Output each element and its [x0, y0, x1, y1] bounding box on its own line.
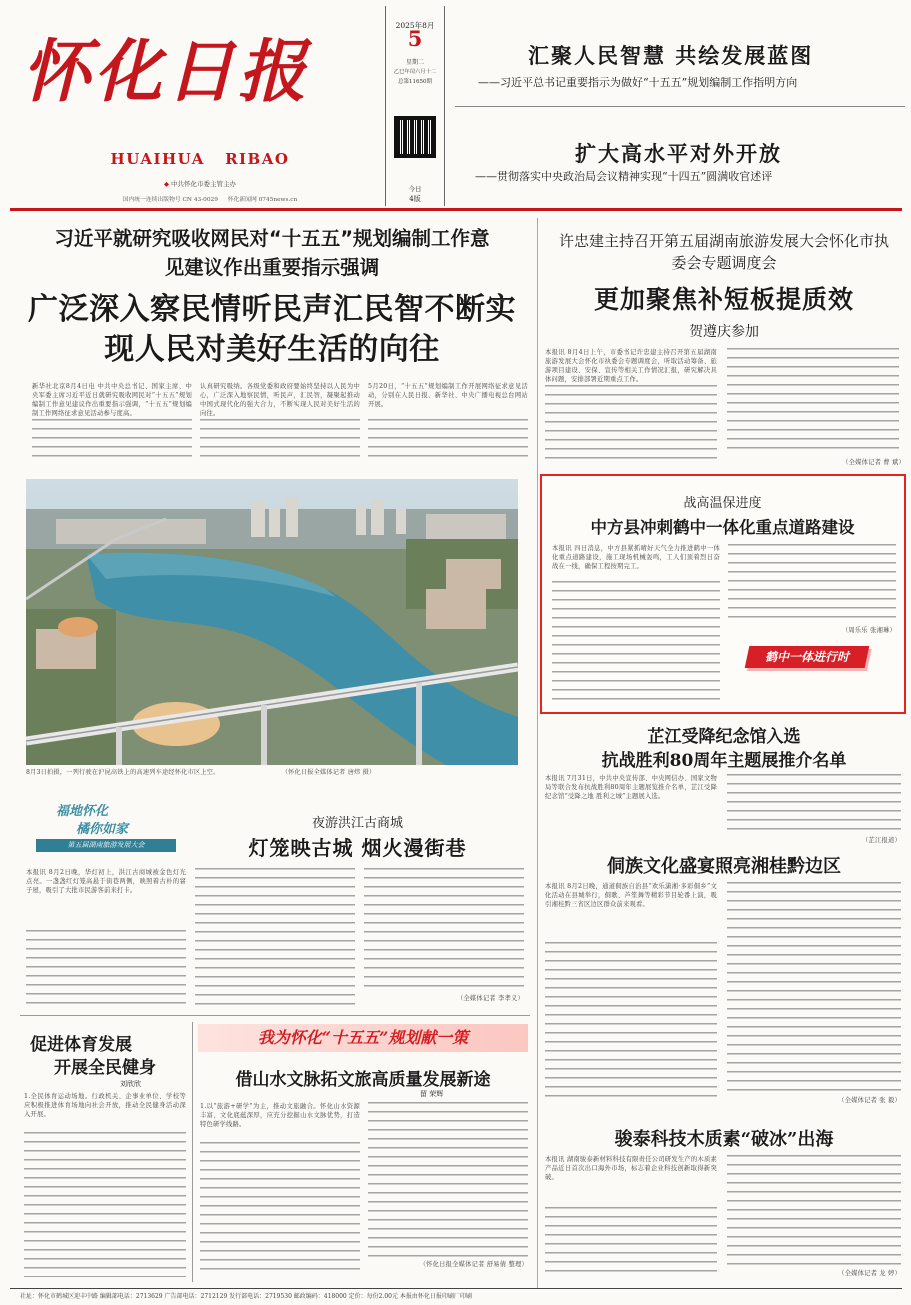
lantern-body: 本报讯 8月2日晚，华灯初上，洪江古商城被金色灯光点亮。一盏盏红灯笼高悬于街巷两侧，映照着古朴的窨子屋，吸引了大批市民游客前来打卡。	[26, 869, 186, 895]
column-divider	[537, 218, 538, 1288]
lead-kicker: 习近平就研究吸收网民对“十五五”规划编制工作意见建议作出重要指示强调	[54, 227, 490, 279]
road-badge: 鹤中一体进行时	[745, 646, 870, 668]
lantern-lines-1	[26, 930, 186, 1008]
tech-body: 本报讯 湖南骏泰新材料科技有限责任公司研发生产的木质素产品近日首次出口海外市场，标志着企业科技创新取得新突破。	[545, 1156, 717, 1182]
lead-story	[12, 214, 532, 470]
tourism-credit: （全媒体记者 曹 斌）	[842, 459, 905, 466]
top-headline-2[interactable]: 扩大高水平对外开放	[575, 141, 782, 166]
road-kicker: 战高温保进度	[683, 496, 762, 511]
lead-col3-lines	[368, 419, 528, 464]
road-lines-col1	[552, 581, 720, 701]
tech-lines-1	[545, 1207, 717, 1279]
masthead-cn-number: 国内统一连续出版物号 CN 43-0029 怀化新闻网 0745news.cn	[122, 197, 298, 203]
tourism-headline[interactable]: 更加聚焦补短板提质效	[593, 285, 854, 314]
museum-credit: （芷江报道）	[862, 837, 901, 844]
campaign-lines-2	[368, 1102, 528, 1257]
museum-lines	[727, 774, 901, 834]
date-lunar: 乙巳年闰六月十二	[393, 69, 437, 75]
campaign-credit: （怀化日报全媒体记者 舒易倩 整理）	[419, 1261, 528, 1268]
dong-body: 本报讯 8月2日晚，通道侗族自治县“欢乐潇湘·多彩侗乡”文化活动在县城举行，侗歌、芦笙舞等精彩节目轮番上演，吸引湘桂黔三省区边区群众前来观看。	[545, 883, 717, 909]
top-divider	[455, 106, 905, 107]
dong-headline[interactable]: 侗族文化盛宴照亮湘桂黔边区	[607, 856, 841, 877]
lantern-headline[interactable]: 灯笼映古城 烟火漫街巷	[248, 836, 467, 860]
top-subtitle-2: ——贯彻落实中央政治局会议精神实现“十四五”圆满收官述评	[475, 170, 773, 183]
lead-col3: 5月20日，“十五五”规划编制工作开展网络征求意见活动，分别在人民日报、新华社、中央广播电视总台网站开展。	[368, 383, 528, 409]
fitness-body: 1.全民体育运动场地。行政机关、企事业单位、学校等应积极推进体育场地向社会开放，推动全民健身活动深入开展。	[24, 1093, 186, 1119]
masthead-logo: 怀化日报	[22, 32, 311, 112]
lead-col1: 新华社北京8月4日电 中共中央总书记、国家主席、中央军委主席习近平近日就研究吸收网民对“十五五”规划编制工作意见建议作出重要指示强调，“十五五”规划编制工作网络征求意见活动参与度高。	[32, 383, 192, 418]
main-photo	[26, 479, 518, 765]
lead-headline[interactable]: 广泛深入察民情听民声汇民智不断实现人民对美好生活的向往	[28, 292, 516, 367]
lantern-lines-3	[364, 868, 524, 988]
dong-lines-1	[545, 942, 717, 1104]
top-headline-1[interactable]: 汇聚人民智慧 共绘发展蓝图	[528, 43, 814, 68]
qr-code	[394, 116, 436, 158]
footer: 社址：怀化市鹤城区迎丰中路 编辑部电话：2713629 广告部电话：2712129 发行部电话：2719530 邮政编码：418000 定价：每份2.00元 本报由怀化日报印刷厂印刷	[20, 1293, 472, 1300]
fitness-headline-2[interactable]: 开展全民健身	[54, 1058, 156, 1078]
mid-divider	[20, 1015, 530, 1016]
tech-story	[545, 1125, 903, 1285]
date-year-month: 2025年8月	[395, 21, 435, 30]
river-city-photo	[26, 479, 518, 765]
tech-credit: （全媒体记者 龙 婷）	[838, 1270, 901, 1277]
today-label: 今日	[408, 185, 422, 193]
tourism-banner	[36, 800, 176, 862]
banner-line2: 橘你如家	[76, 822, 129, 837]
tourism-story	[545, 230, 903, 470]
dong-story	[545, 852, 903, 1112]
fitness-headline-1[interactable]: 促进体育发展	[30, 1035, 132, 1055]
today-pages: 4版	[409, 195, 421, 203]
lantern-lines-2	[195, 868, 355, 1008]
masthead	[0, 0, 911, 205]
museum-body: 本报讯 7月31日，中共中央宣传部、中央网信办、国家文物局等联合发布抗战胜利80周年主题展览推介名单，芷江受降纪念馆“受降之地 胜利之城”主题展入选。	[545, 775, 717, 801]
fitness-story	[20, 1022, 190, 1282]
photo-caption: 8月3日拍摄，一列行驶在沪昆高铁上的高速列车途经怀化市区上空。 （怀化日报全媒体记者 唐炜 摄）	[26, 769, 376, 776]
museum-headline[interactable]: 抗战胜利80周年主题展推介名单	[601, 751, 847, 771]
fitness-divider	[192, 1022, 193, 1282]
tourism-sub: 贺遵庆参加	[689, 324, 759, 340]
tech-headline[interactable]: 骏泰科技木质素“破冰”出海	[614, 1129, 834, 1150]
tourism-kicker: 许忠建主持召开第五届湖南旅游发展大会怀化市执委会专题调度会	[558, 232, 889, 272]
footer-rule	[10, 1288, 902, 1289]
date-weekday: 星期二	[405, 59, 424, 66]
road-body: 本报讯 四日消息，中方县紧抓晴好天气全力推进鹤中一体化重点道路建设，施工现场机械轰鸣，工人们顶着烈日奋战在一线，确保工程按期完工。	[552, 545, 720, 571]
fitness-author: 刘欣欣	[120, 1080, 141, 1088]
tourism-body-col1: 本报讯 8月4日上午，市委书记许忠建主持召开第五届湖南旅游发展大会怀化市执委会专题调度会，听取活动筹备、旅游项目建设、安保、宣传等相关工作情况汇报，研究解决具体问题，安排部署近期重点工作。	[545, 349, 717, 384]
road-credit: （周乐乐 张湘琳）	[841, 627, 896, 634]
lead-col2: 认真研究吸纳。各级党委和政府要始终坚持以人民为中心，广泛深入地察民情，听民声，汇民智，凝聚起推动中国式现代化的强大合力，不断实现人民对美好生活的向往。	[200, 383, 360, 418]
date-column	[385, 6, 445, 206]
campaign-headline[interactable]: 借山水文脉拓文旅高质量发展新途	[235, 1070, 491, 1090]
masthead-pinyin: HUAIHUA RIBAO	[110, 150, 290, 168]
campaign-banner: 我为怀化“十五五”规划献一策	[198, 1024, 528, 1052]
lantern-credit: （全媒体记者 李孝义）	[456, 995, 524, 1002]
tourism-lines-col1	[545, 385, 717, 465]
road-lines-col2	[728, 544, 896, 624]
banner-line3: 第五届湖南旅游发展大会	[36, 839, 176, 852]
banner-line1: 福地怀化	[56, 804, 109, 819]
lead-col2-lines	[200, 419, 360, 464]
museum-kicker: 芷江受降纪念馆入选	[647, 727, 801, 747]
dong-credit: （全媒体记者 张 毅）	[838, 1097, 901, 1104]
campaign-body: 1.以“旅游+研学”为主，推动文旅融合。怀化山水资源丰富，文化底蕴深厚，应充分挖掘山水文脉优势，打造特色研学线路。	[200, 1103, 360, 1129]
top-subtitle-1: ——习近平总书记重要指示为做好“十五五”规划编制工作指明方向	[478, 76, 798, 89]
fitness-lines	[24, 1132, 186, 1277]
campaign-lines-1	[200, 1142, 360, 1270]
museum-story	[545, 722, 903, 847]
lantern-kicker: 夜游洪江古商城	[311, 816, 403, 831]
tourism-lines-col2	[727, 348, 899, 456]
dong-lines-2	[727, 882, 901, 1094]
road-headline[interactable]: 中方县冲刺鹤中一体化重点道路建设	[590, 518, 855, 537]
masthead-sponsor: ◆ 中共怀化市委主管主办	[163, 180, 237, 188]
issue-number: 总第11650期	[398, 79, 432, 85]
date-day: 5	[407, 26, 423, 51]
tech-lines-2	[727, 1155, 901, 1267]
lead-col1-lines	[32, 419, 192, 464]
masthead-rule	[10, 208, 902, 211]
sponsor-icon: ◆	[163, 180, 169, 188]
campaign-author: 留 荣辉	[420, 1090, 444, 1098]
road-story-box[interactable]	[540, 474, 906, 714]
